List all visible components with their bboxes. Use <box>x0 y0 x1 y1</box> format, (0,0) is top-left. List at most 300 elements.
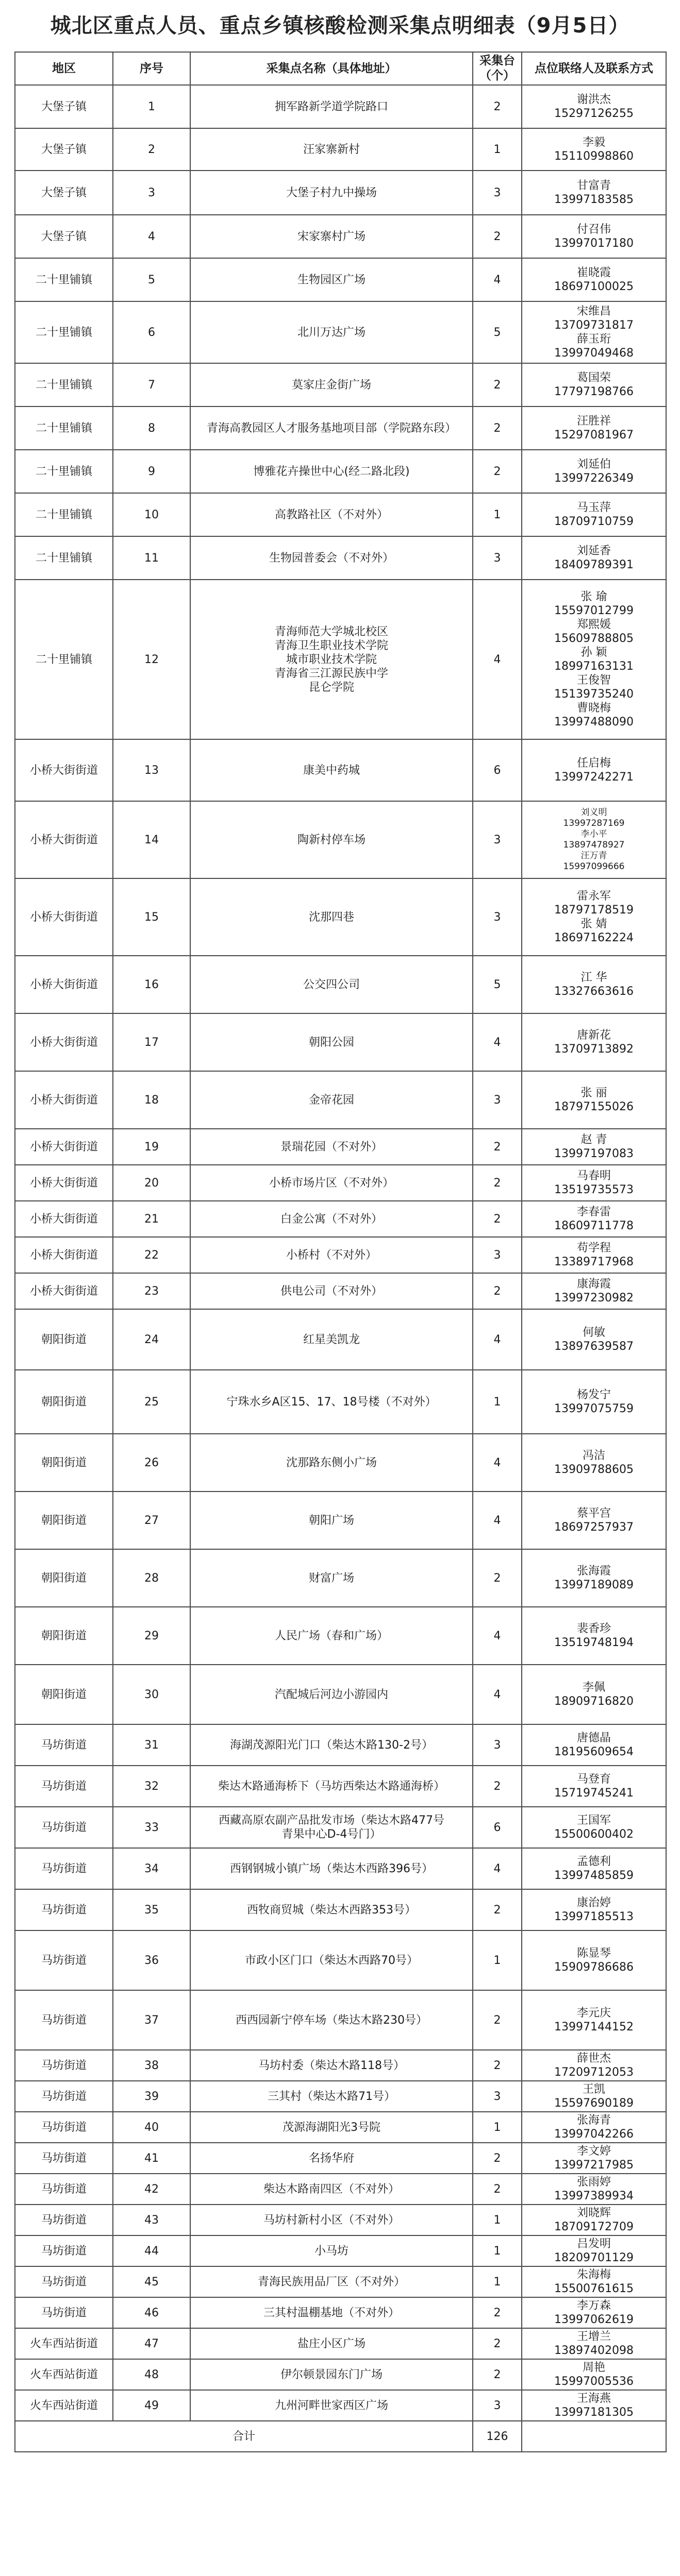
row-contact <box>522 1724 666 1766</box>
row-contact <box>522 2235 666 2266</box>
row-contact <box>522 1071 666 1129</box>
row-area: 小桥大街街道 <box>15 1273 113 1309</box>
contact-line: 张 婧 <box>581 918 607 930</box>
contact-line: 13997183585 <box>554 193 634 206</box>
table-row <box>15 878 666 956</box>
row-area: 火车西站街道 <box>15 2328 113 2359</box>
contact-line: 裴香珍 <box>576 1622 611 1635</box>
row-count: 2 <box>473 406 522 450</box>
contact-line: 13997017180 <box>554 237 634 250</box>
row-count: 2 <box>473 2050 522 2081</box>
row-contact <box>522 1370 666 1434</box>
row-site <box>190 536 473 580</box>
site-line: 盐庄小区广场 <box>297 2337 366 2350</box>
site-line: 三其村温棚基地（不对外） <box>263 2306 400 2319</box>
row-area: 小桥大街街道 <box>15 801 113 878</box>
contact-line: 苟学程 <box>576 1242 611 1255</box>
table-row <box>15 1370 666 1434</box>
row-count: 2 <box>473 85 522 128</box>
row-site <box>190 801 473 878</box>
site-line: 高教路社区（不对外） <box>274 508 388 521</box>
contact-line: 薛世杰 <box>576 2052 611 2065</box>
contact-line: 刘义明 <box>581 807 607 818</box>
row-count: 2 <box>473 1889 522 1930</box>
row-site <box>190 1309 473 1370</box>
row-no: 35 <box>113 1889 190 1930</box>
contact-line: 13519748194 <box>554 1636 634 1649</box>
table-row <box>15 1665 666 1724</box>
contact-line: 13997242271 <box>554 771 634 784</box>
contact-line: 13997185513 <box>554 1910 634 1923</box>
row-site <box>190 1370 473 1434</box>
row-count: 2 <box>473 450 522 493</box>
site-line: 青海高教园区人才服务基地项目部（学院路东段） <box>206 421 456 435</box>
row-contact <box>522 1201 666 1237</box>
total-contact-empty <box>522 2421 666 2452</box>
row-no: 10 <box>113 493 190 536</box>
row-site <box>190 2359 473 2390</box>
row-no: 6 <box>113 301 190 363</box>
row-no: 30 <box>113 1665 190 1724</box>
row-site <box>190 1165 473 1201</box>
row-contact <box>522 1549 666 1607</box>
site-line: 青海省三江源民族中学 <box>274 667 388 680</box>
row-site <box>190 301 473 363</box>
header-count: 采集台（个） <box>473 52 522 85</box>
contact-line: 王海燕 <box>576 2392 611 2405</box>
row-count: 3 <box>473 536 522 580</box>
contact-line: 15909786686 <box>554 1961 634 1974</box>
table-row <box>15 2235 666 2266</box>
row-area: 马坊街道 <box>15 2266 113 2297</box>
row-count: 3 <box>473 801 522 878</box>
site-line: 汽配城后河边小游园内 <box>274 1688 388 1701</box>
contact-line: 18709710759 <box>554 515 634 528</box>
contact-line: 13389717968 <box>554 1256 634 1268</box>
contact-line: 13709731817 <box>554 319 634 332</box>
row-site <box>190 2266 473 2297</box>
row-no: 20 <box>113 1165 190 1201</box>
row-area: 小桥大街街道 <box>15 956 113 1013</box>
table-row <box>15 128 666 171</box>
row-area: 大堡子镇 <box>15 85 113 128</box>
row-area: 二十里铺镇 <box>15 406 113 450</box>
contact-line: 李万森 <box>576 2299 611 2312</box>
table-row <box>15 450 666 493</box>
row-site <box>190 1990 473 2050</box>
row-contact <box>522 1607 666 1665</box>
site-line: 宁珠水乡A区15、17、18号楼（不对外） <box>226 1395 437 1409</box>
site-line: 大堡子村九中操场 <box>286 186 377 199</box>
row-area: 小桥大街街道 <box>15 1165 113 1201</box>
row-count: 1 <box>473 2266 522 2297</box>
contact-line: 15719745241 <box>554 1787 634 1800</box>
row-no: 4 <box>113 215 190 258</box>
row-count: 6 <box>473 1807 522 1848</box>
site-line: 茂源海湖阳光3号院 <box>283 2121 380 2134</box>
site-line: 莫家庄金街广场 <box>291 378 371 392</box>
row-area: 大堡子镇 <box>15 215 113 258</box>
row-site <box>190 2297 473 2328</box>
table-row <box>15 1309 666 1370</box>
row-count: 2 <box>473 1549 522 1607</box>
contact-line: 15139735240 <box>554 688 634 701</box>
contact-line: 18697257937 <box>554 1521 634 1534</box>
contact-line: 蔡平宫 <box>576 1507 611 1520</box>
row-contact <box>522 739 666 801</box>
row-no: 13 <box>113 739 190 801</box>
contact-line: 18697100025 <box>554 280 634 293</box>
row-count: 1 <box>473 128 522 171</box>
contact-line: 康治婷 <box>576 1896 611 1909</box>
row-area: 朝阳街道 <box>15 1309 113 1370</box>
contact-line: 宋维昌 <box>576 305 611 318</box>
row-contact <box>522 536 666 580</box>
contact-line: 18697162224 <box>554 931 634 944</box>
table-row <box>15 801 666 878</box>
row-count: 2 <box>473 2174 522 2205</box>
row-area: 马坊街道 <box>15 1990 113 2050</box>
row-site <box>190 1889 473 1930</box>
row-count: 4 <box>473 580 522 739</box>
site-line: 伊尔顿景园东门广场 <box>280 2368 383 2381</box>
row-site <box>190 739 473 801</box>
site-line: 西牧商贸城（柴达木西路353号） <box>247 1903 416 1917</box>
row-count: 4 <box>473 1848 522 1889</box>
contact-line: 18797178519 <box>554 904 634 917</box>
site-line: 陶新村停车场 <box>297 833 366 846</box>
contact-line: 18709172709 <box>554 2221 634 2233</box>
row-no: 18 <box>113 1071 190 1129</box>
contact-line: 13897478927 <box>563 840 625 850</box>
row-count: 3 <box>473 2390 522 2421</box>
row-no: 28 <box>113 1549 190 1607</box>
row-count: 2 <box>473 1766 522 1807</box>
contact-line: 15500761615 <box>554 2282 634 2295</box>
row-no: 25 <box>113 1370 190 1434</box>
header-area: 地区 <box>15 52 113 85</box>
contact-line: 马登育 <box>576 1773 611 1786</box>
row-no: 19 <box>113 1129 190 1165</box>
contact-line: 13997144152 <box>554 2021 634 2033</box>
contact-line: 13897402098 <box>554 2344 634 2357</box>
row-area: 火车西站街道 <box>15 2359 113 2390</box>
row-contact <box>522 2266 666 2297</box>
contact-line: 15997005536 <box>554 2375 634 2388</box>
row-area: 马坊街道 <box>15 1848 113 1889</box>
row-area: 二十里铺镇 <box>15 363 113 406</box>
row-contact <box>522 2143 666 2174</box>
site-line: 财富广场 <box>308 1571 354 1585</box>
contact-line: 18209701129 <box>554 2251 634 2264</box>
row-no: 33 <box>113 1807 190 1848</box>
row-no: 22 <box>113 1237 190 1273</box>
row-contact <box>522 1848 666 1889</box>
contact-line: 17797198766 <box>554 385 634 398</box>
site-line: 宋家寨村广场 <box>297 230 366 243</box>
row-area: 马坊街道 <box>15 2297 113 2328</box>
contact-line: 13327663616 <box>554 985 634 998</box>
row-count: 1 <box>473 2205 522 2235</box>
contact-line: 刘延香 <box>576 545 611 557</box>
row-contact <box>522 1930 666 1990</box>
row-area: 马坊街道 <box>15 2205 113 2235</box>
row-no: 24 <box>113 1309 190 1370</box>
row-count: 3 <box>473 1237 522 1273</box>
contact-line: 13997042266 <box>554 2128 634 2141</box>
table-header-row <box>15 52 666 85</box>
row-area: 马坊街道 <box>15 1889 113 1930</box>
site-line: 西西园新宁停车场（柴达木路230号） <box>236 2013 427 2027</box>
row-contact <box>522 2297 666 2328</box>
row-site <box>190 258 473 301</box>
row-site <box>190 1201 473 1237</box>
table-row <box>15 1724 666 1766</box>
row-site <box>190 2112 473 2143</box>
row-site <box>190 2174 473 2205</box>
contact-line: 18997163131 <box>554 660 634 673</box>
row-count: 2 <box>473 2328 522 2359</box>
table-row <box>15 2390 666 2421</box>
table-row <box>15 1549 666 1607</box>
contact-line: 张海青 <box>576 2114 611 2127</box>
row-site <box>190 450 473 493</box>
header-site: 采集点名称（具体地址） <box>190 52 473 85</box>
site-line: 人民广场（春和广场） <box>274 1629 388 1642</box>
row-area: 二十里铺镇 <box>15 493 113 536</box>
row-site <box>190 1013 473 1071</box>
site-line: 青果中心D-4号门） <box>281 1828 382 1841</box>
row-no: 15 <box>113 878 190 956</box>
row-contact <box>522 2050 666 2081</box>
row-site <box>190 1766 473 1807</box>
contact-line: 15609788805 <box>554 632 634 645</box>
row-area: 马坊街道 <box>15 2112 113 2143</box>
contact-line: 张 丽 <box>581 1087 607 1099</box>
row-contact <box>522 1492 666 1549</box>
row-count: 1 <box>473 1370 522 1434</box>
header-contact: 点位联络人及联系方式 <box>522 52 666 85</box>
row-contact <box>522 2359 666 2390</box>
row-contact <box>522 956 666 1013</box>
contact-line: 18409789391 <box>554 558 634 571</box>
row-area: 马坊街道 <box>15 2143 113 2174</box>
row-contact <box>522 1309 666 1370</box>
row-contact <box>522 1273 666 1309</box>
table-row <box>15 493 666 536</box>
site-line: 朝阳广场 <box>308 1514 354 1527</box>
contact-line: 18909716820 <box>554 1695 634 1708</box>
table-row <box>15 1990 666 2050</box>
row-count: 2 <box>473 1165 522 1201</box>
contact-line: 孟德利 <box>576 1855 611 1868</box>
contact-line: 崔晓霞 <box>576 266 611 279</box>
row-site <box>190 2235 473 2266</box>
row-count: 2 <box>473 1273 522 1309</box>
total-row <box>15 2421 666 2452</box>
row-no: 17 <box>113 1013 190 1071</box>
site-line: 小马坊 <box>314 2244 349 2258</box>
contact-line: 15110998860 <box>554 150 634 163</box>
contact-line: 曹晓梅 <box>576 702 611 715</box>
row-area: 小桥大街街道 <box>15 1129 113 1165</box>
contact-line: 18609711778 <box>554 1219 634 1232</box>
row-no: 29 <box>113 1607 190 1665</box>
site-line: 青海师范大学城北校区 <box>274 625 388 638</box>
contact-line: 王俊智 <box>576 674 611 687</box>
row-no: 2 <box>113 128 190 171</box>
contact-line: 15500600402 <box>554 1828 634 1841</box>
row-area: 马坊街道 <box>15 1766 113 1807</box>
row-no: 48 <box>113 2359 190 2390</box>
contact-line: 谢洪杰 <box>576 93 611 106</box>
contact-line: 何敏 <box>582 1326 605 1339</box>
row-no: 49 <box>113 2390 190 2421</box>
row-area: 二十里铺镇 <box>15 301 113 363</box>
row-site <box>190 1549 473 1607</box>
table-row <box>15 2266 666 2297</box>
row-area: 马坊街道 <box>15 1807 113 1848</box>
table-row <box>15 2081 666 2112</box>
table-row <box>15 1273 666 1309</box>
row-area: 小桥大街街道 <box>15 1013 113 1071</box>
row-no: 16 <box>113 956 190 1013</box>
row-count: 2 <box>473 2143 522 2174</box>
site-line: 青海卫生职业技术学院 <box>274 639 388 652</box>
row-count: 2 <box>473 1990 522 2050</box>
table-row <box>15 1237 666 1273</box>
table-row <box>15 1848 666 1889</box>
row-area: 朝阳街道 <box>15 1492 113 1549</box>
row-no: 42 <box>113 2174 190 2205</box>
contact-line: 13997062619 <box>554 2313 634 2326</box>
contact-line: 李毅 <box>582 136 605 149</box>
row-site <box>190 1237 473 1273</box>
row-contact <box>522 85 666 128</box>
row-area: 小桥大街街道 <box>15 1201 113 1237</box>
row-area: 小桥大街街道 <box>15 739 113 801</box>
row-area: 二十里铺镇 <box>15 536 113 580</box>
row-count: 1 <box>473 2112 522 2143</box>
row-no: 46 <box>113 2297 190 2328</box>
table-row <box>15 301 666 363</box>
table-row <box>15 580 666 739</box>
row-contact <box>522 406 666 450</box>
row-site <box>190 1724 473 1766</box>
contact-line: 15297081967 <box>554 429 634 442</box>
row-contact <box>522 1165 666 1201</box>
row-contact <box>522 801 666 878</box>
row-count: 2 <box>473 215 522 258</box>
row-area: 马坊街道 <box>15 2174 113 2205</box>
row-count: 4 <box>473 1434 522 1492</box>
row-contact <box>522 2390 666 2421</box>
contact-line: 18195609654 <box>554 1745 634 1758</box>
contact-line: 13997389934 <box>554 2190 634 2202</box>
contact-line: 甘富青 <box>576 179 611 192</box>
row-count: 2 <box>473 1201 522 1237</box>
row-count: 4 <box>473 1309 522 1370</box>
table-row <box>15 2297 666 2328</box>
row-contact <box>522 450 666 493</box>
header-no: 序号 <box>113 52 190 85</box>
row-no: 14 <box>113 801 190 878</box>
row-site <box>190 1930 473 1990</box>
table-row <box>15 739 666 801</box>
site-line: 小桥村（不对外） <box>286 1248 377 1262</box>
row-no: 1 <box>113 85 190 128</box>
row-area: 二十里铺镇 <box>15 450 113 493</box>
row-count: 5 <box>473 301 522 363</box>
row-site <box>190 2205 473 2235</box>
contact-line: 李小平 <box>581 829 607 839</box>
site-line: 生物园区广场 <box>297 273 366 286</box>
row-contact <box>522 258 666 301</box>
contact-line: 冯洁 <box>582 1449 605 1462</box>
contact-line: 13997181305 <box>554 2406 634 2419</box>
site-line: 红星美凯龙 <box>303 1333 360 1346</box>
row-site <box>190 406 473 450</box>
row-count: 3 <box>473 1724 522 1766</box>
row-area: 朝阳街道 <box>15 1434 113 1492</box>
table-row <box>15 406 666 450</box>
site-line: 九州河畔世家西区广场 <box>274 2399 388 2412</box>
row-count: 4 <box>473 1665 522 1724</box>
site-line: 白金公寓（不对外） <box>280 1212 383 1226</box>
contact-line: 李佩 <box>582 1681 605 1694</box>
row-site <box>190 2143 473 2174</box>
total-count: 126 <box>473 2421 522 2452</box>
row-contact <box>522 1889 666 1930</box>
row-area: 朝阳街道 <box>15 1370 113 1434</box>
row-no: 26 <box>113 1434 190 1492</box>
row-area: 马坊街道 <box>15 2081 113 2112</box>
contact-line: 15597012799 <box>554 604 634 617</box>
table-row <box>15 1013 666 1071</box>
contact-line: 13897639587 <box>554 1340 634 1353</box>
row-site <box>190 1273 473 1309</box>
table-row <box>15 2205 666 2235</box>
row-contact <box>522 2174 666 2205</box>
row-site <box>190 1807 473 1848</box>
row-no: 8 <box>113 406 190 450</box>
contact-line: 王凯 <box>582 2083 605 2096</box>
table-row <box>15 1607 666 1665</box>
row-area: 二十里铺镇 <box>15 580 113 739</box>
row-no: 44 <box>113 2235 190 2266</box>
contact-line: 王增兰 <box>576 2330 611 2343</box>
table-row <box>15 1165 666 1201</box>
row-area: 二十里铺镇 <box>15 258 113 301</box>
row-count: 2 <box>473 1129 522 1165</box>
contact-line: 郑熙媛 <box>576 618 611 631</box>
site-line: 沈那路东侧小广场 <box>286 1456 377 1469</box>
row-no: 39 <box>113 2081 190 2112</box>
site-line: 景瑞花园（不对外） <box>280 1140 383 1154</box>
table-row <box>15 1492 666 1549</box>
contact-line: 葛国荣 <box>576 371 611 384</box>
row-contact <box>522 580 666 739</box>
row-contact <box>522 2081 666 2112</box>
total-label: 合计 <box>15 2421 473 2452</box>
row-no: 40 <box>113 2112 190 2143</box>
contact-line: 汪胜祥 <box>576 415 611 428</box>
site-line: 柴达木路通海桥下（马坊西柴达木路通海桥） <box>218 1780 445 1793</box>
row-site <box>190 1434 473 1492</box>
site-line: 拥军路新学道学院路口 <box>274 100 388 113</box>
contact-line: 雷永军 <box>576 890 611 903</box>
site-line: 柴达木路南四区（不对外） <box>263 2182 400 2196</box>
